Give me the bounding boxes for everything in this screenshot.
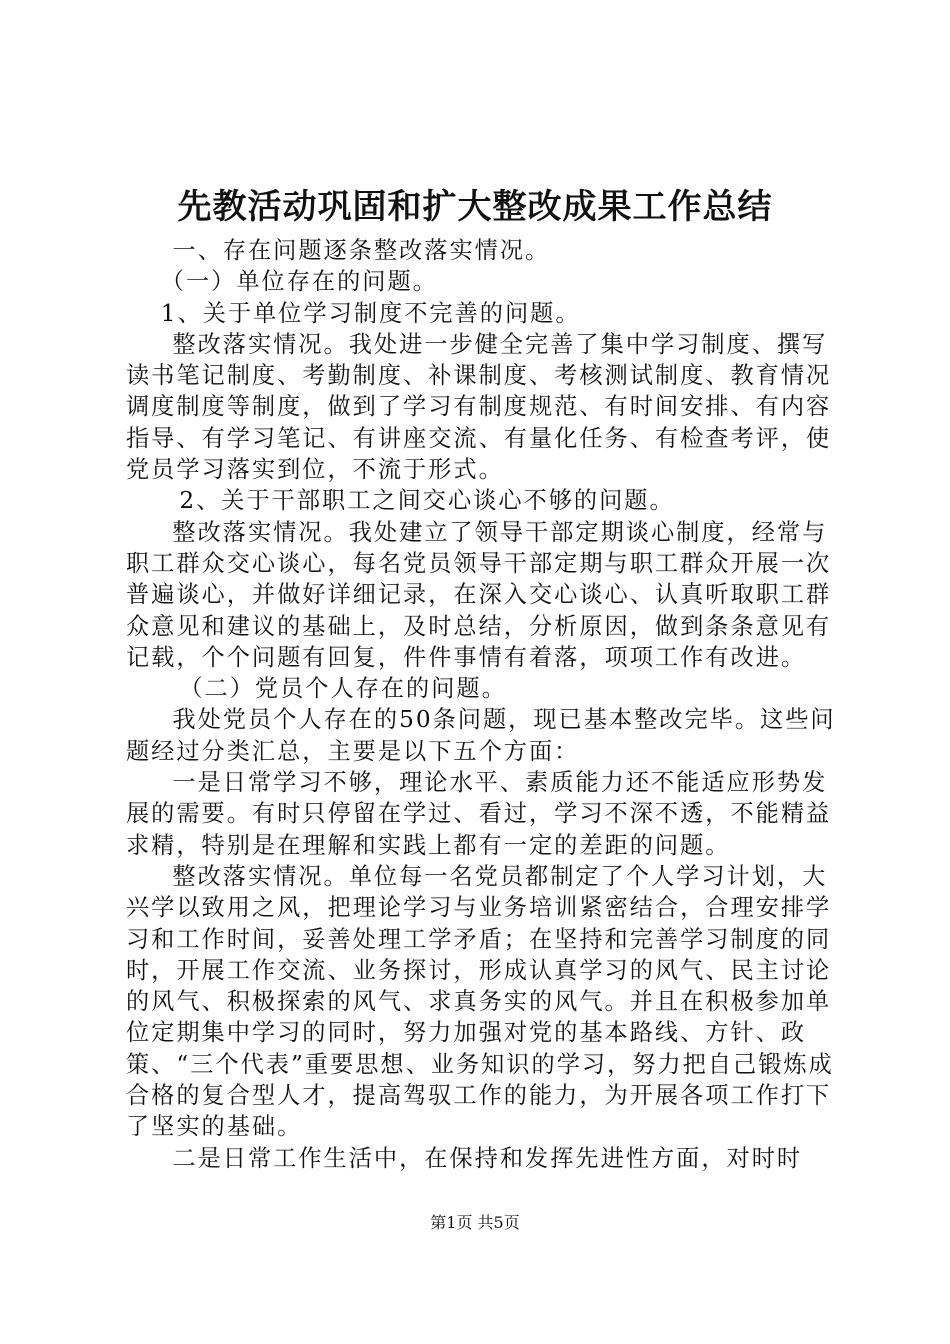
paragraph: 我处党员个人存在的50条问题，现已基本整改完毕。这些问题经过分类汇总，主要是以下五个方面：: [126, 706, 836, 765]
subsection-heading-unit: （一）单位存在的问题。: [160, 268, 438, 296]
paragraph: 整改落实情况。我处进一步健全完善了集中学习制度、撰写读书笔记制度、考勤制度、补课制度、考核测试制度、教育情况调度制度等制度，做到了学习有制度规范、有时间安排、有内容指导、有学习笔记、有讲座交流、有量化任务、有检查考评，使党员学习落实到位，不流于形式。: [126, 330, 832, 484]
subsection-heading-personal: （二）党员个人存在的问题。: [179, 675, 507, 703]
paragraph: 一是日常学习不够，理论水平、素质能力还不能适应形势发展的需要。有时只停留在学过、看过，学习不深不透，不能精益求精，特别是在理解和实践上都有一定的差距的问题。: [126, 769, 832, 859]
paragraph: 二是日常工作生活中，在保持和发挥先进性方面，对时时: [172, 1144, 803, 1172]
document-title: 先教活动巩固和扩大整改成果工作总结: [177, 187, 773, 227]
document-body: [126, 235, 838, 1174]
page-footer: 第1页 共5页: [430, 1213, 520, 1232]
paragraph: 整改落实情况。单位每一名党员都制定了个人学习计划，大兴学以致用之风，把理论学习与业务培训紧密结合，合理安排学习和工作时间，妥善处理工学矛盾；在坚持和完善学习制度的同时，开展工作交流、业务探讨，形成认真学习的风气、民主讨论的风气、积极探索的风气、求真务实的风气。并且在积极参加单位定期集中学习的同时，努力加强对党的基本路线、方针、政策、“三个代表”重要思想、业务知识的学习，努力把自己锻炼成合格的复合型人才，提高驾驭工作的能力，为开展各项工作打下了坚实的基础。: [126, 862, 834, 1141]
section-heading-1: 一、存在问题逐条整改落实情况。: [172, 237, 551, 264]
item-heading-1: 1、关于单位学习制度不完善的问题。: [160, 299, 581, 327]
item-heading-2: 2、关于干部职工之间交心谈心不够的问题。: [179, 487, 675, 515]
paragraph: 整改落实情况。我处建立了领导干部定期谈心制度，经常与职工群众交心谈心，每名党员领导干部定期与职工群众开展一次普遍谈心，并做好详细记录，在深入交心谈心、认真听取职工群众意见和建议的基础上，及时总结，分析原因，做到条条意见有记载，个个问题有回复，件件事情有着落，项项工作有改进。: [126, 518, 832, 671]
